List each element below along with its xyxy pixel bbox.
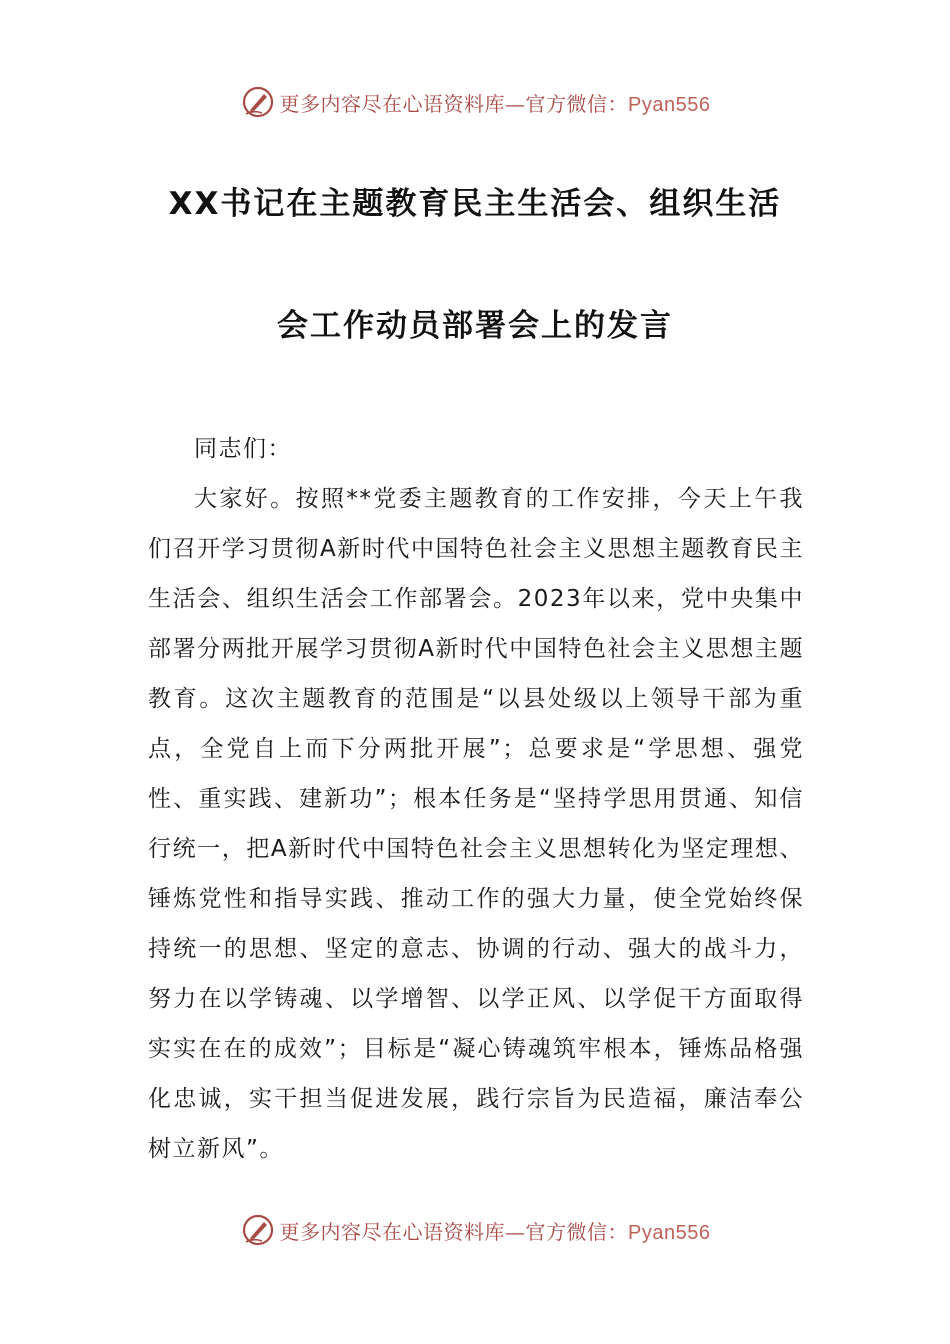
document-title-line-1: XX书记在主题教育民主生活会、组织生活: [168, 186, 782, 222]
banner-text: [280, 88, 711, 117]
pen-circle-logo-icon: [240, 1212, 276, 1248]
banner-wechat-handle: Pyan556: [628, 1221, 711, 1244]
greeting-text: 同志们：: [194, 436, 292, 462]
banner-library-text: 更多内容尽在心语资料库: [279, 1219, 506, 1244]
greeting-block: [148, 424, 804, 474]
banner-official-label: 官方微信：: [525, 91, 629, 116]
banner-wechat-handle: Pyan556: [628, 93, 711, 116]
pen-circle-logo-icon: [240, 84, 276, 120]
banner-separator: —: [505, 91, 526, 116]
banner-library-text: 更多内容尽在心语资料库: [279, 91, 506, 116]
document-title-line-2: 会工作动员部署会上的发言: [277, 308, 673, 344]
header-banner: [0, 82, 950, 122]
banner-text: [280, 1216, 711, 1245]
banner-official-label: 官方微信：: [525, 1219, 629, 1244]
footer-banner: [0, 1210, 950, 1250]
banner-separator: —: [505, 1219, 526, 1244]
body-paragraph-1: 大家好。按照**党委主题教育的工作安排，今天上午我们召开学习贯彻A新时代中国特色社会主义思想主题教育民主生活会、组织生活会工作部署会。2023年以来，党中央集中部署分两批开展学习贯彻A新时代中国特色社会主义思想主题教育。这次主题教育的范围是“以县处级以上领导干部为重点，全党自上而下分两批开展”；总要求是“学思想、强党性、重实践、建新功”；根本任务是“坚持学思用贯通、知信行统一，把A新时代中国特色社会主义思想转化为坚定理想、锤炼党性和指导实践、推动工作的强大力量，使全党始终保持统一的思想、坚定的意志、协调的行动、强大的战斗力，努力在以学铸魂、以学增智、以学正风、以学促干方面取得实实在在的成效”；目标是“凝心铸魂筑牢根本，锤炼品格强化忠诚，实干担当促进发展，践行宗旨为民造福，廉洁奉公树立新风”。: [148, 486, 804, 1162]
body-paragraph-block: [148, 474, 804, 1174]
